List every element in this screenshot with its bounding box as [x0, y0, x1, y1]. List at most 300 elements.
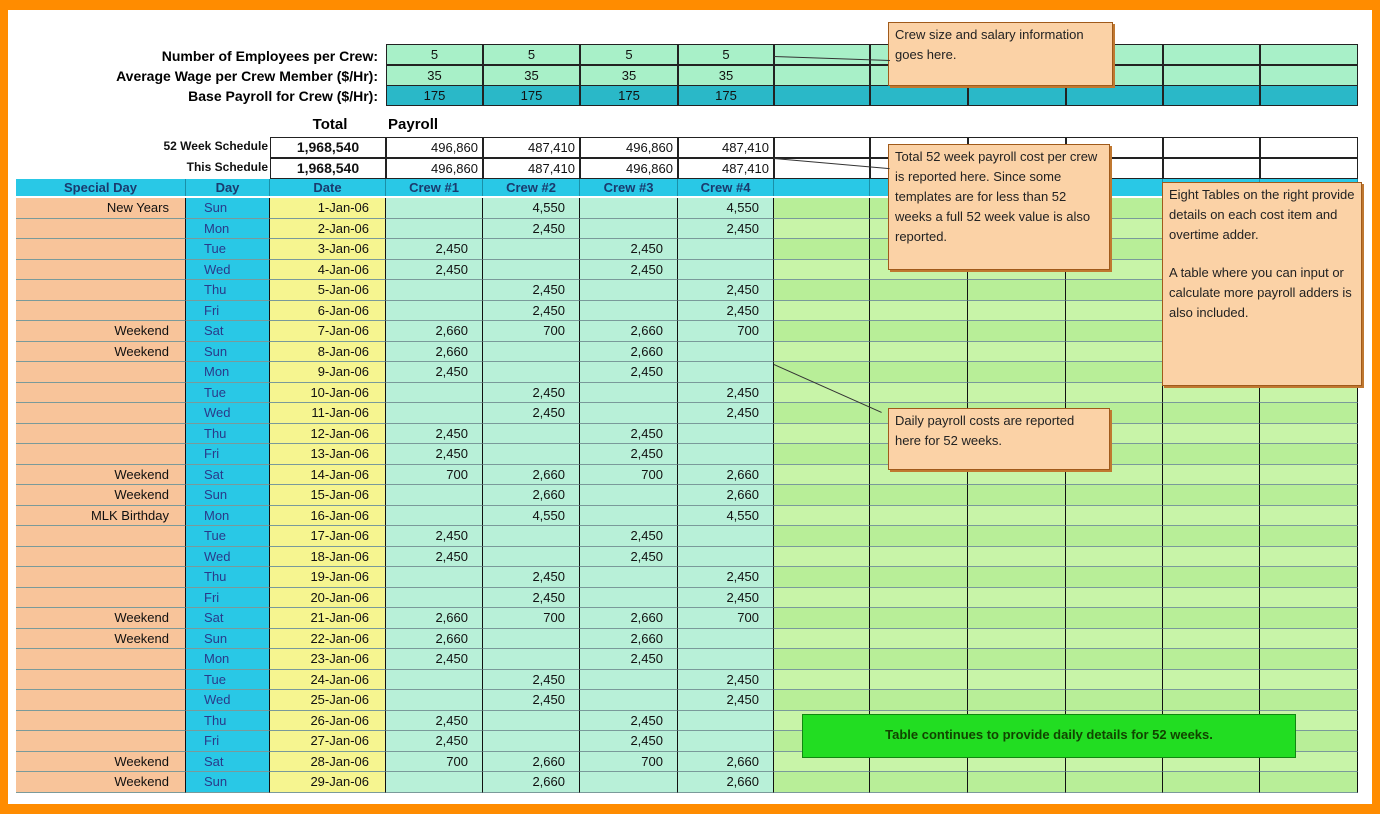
crew3-cell[interactable]: 700	[580, 752, 678, 772]
crew3-cell[interactable]: 2,450	[580, 731, 678, 752]
crew2-cell[interactable]: 2,450	[483, 383, 580, 403]
crew2-cell[interactable]: 2,450	[483, 690, 580, 711]
extra-table-cell[interactable]	[968, 383, 1066, 403]
extra-table-cell[interactable]	[1066, 649, 1163, 670]
summary-crew-cell[interactable]: 496,860	[386, 137, 483, 158]
date-cell[interactable]: 16-Jan-06	[270, 506, 386, 526]
extra-table-cell[interactable]	[1260, 567, 1358, 588]
summary-empty-cell[interactable]	[1163, 137, 1260, 158]
day-cell[interactable]: Tue	[186, 526, 270, 547]
extra-table-cell[interactable]	[774, 444, 870, 465]
day-cell[interactable]: Thu	[186, 280, 270, 301]
extra-table-cell[interactable]	[1066, 506, 1163, 526]
summary-crew-cell[interactable]: 487,410	[483, 158, 580, 179]
extra-table-cell[interactable]	[968, 362, 1066, 383]
crew4-cell[interactable]: 2,450	[678, 383, 774, 403]
extra-table-cell[interactable]	[870, 567, 968, 588]
extra-table-cell[interactable]	[774, 506, 870, 526]
extra-table-cell[interactable]	[774, 321, 870, 342]
crew1-cell[interactable]: 2,450	[386, 731, 483, 752]
date-cell[interactable]: 7-Jan-06	[270, 321, 386, 342]
extra-table-cell[interactable]	[1260, 526, 1358, 547]
crew1-cell[interactable]	[386, 485, 483, 506]
extra-table-cell[interactable]	[774, 403, 870, 424]
date-cell[interactable]: 4-Jan-06	[270, 260, 386, 280]
special-day-cell[interactable]	[16, 731, 186, 752]
crew3-cell[interactable]	[580, 690, 678, 711]
summary-crew-cell[interactable]: 496,860	[580, 158, 678, 179]
extra-table-cell[interactable]	[870, 280, 968, 301]
extra-table-cell[interactable]	[870, 526, 968, 547]
crew3-cell[interactable]: 2,660	[580, 342, 678, 362]
extra-table-cell[interactable]	[1163, 526, 1260, 547]
special-day-cell[interactable]: New Years	[16, 198, 186, 219]
extra-table-cell[interactable]	[774, 424, 870, 444]
crew2-cell[interactable]: 2,450	[483, 567, 580, 588]
crew4-cell[interactable]	[678, 547, 774, 567]
day-cell[interactable]: Sun	[186, 485, 270, 506]
extra-table-cell[interactable]	[968, 772, 1066, 793]
extra-table-cell[interactable]	[1163, 567, 1260, 588]
crew2-cell[interactable]: 700	[483, 321, 580, 342]
crew1-cell[interactable]: 2,660	[386, 608, 483, 629]
crew4-cell[interactable]: 2,450	[678, 670, 774, 690]
extra-table-cell[interactable]	[774, 547, 870, 567]
crew3-cell[interactable]: 2,450	[580, 424, 678, 444]
crew4-cell[interactable]: 2,450	[678, 588, 774, 608]
crew3-cell[interactable]	[580, 670, 678, 690]
crew2-cell[interactable]: 2,660	[483, 485, 580, 506]
extra-table-cell[interactable]	[774, 260, 870, 280]
crew4-cell[interactable]	[678, 260, 774, 280]
param-empty-cell[interactable]	[968, 85, 1066, 106]
extra-table-cell[interactable]	[774, 649, 870, 670]
day-cell[interactable]: Wed	[186, 403, 270, 424]
extra-table-cell[interactable]	[1066, 342, 1163, 362]
extra-table-cell[interactable]	[1260, 649, 1358, 670]
extra-table-cell[interactable]	[968, 506, 1066, 526]
extra-table-cell[interactable]	[1260, 772, 1358, 793]
crew2-cell[interactable]	[483, 424, 580, 444]
day-cell[interactable]: Fri	[186, 444, 270, 465]
param-empty-cell[interactable]	[774, 44, 870, 65]
extra-table-cell[interactable]	[870, 506, 968, 526]
day-cell[interactable]: Thu	[186, 711, 270, 731]
extra-table-cell[interactable]	[1260, 690, 1358, 711]
date-cell[interactable]: 28-Jan-06	[270, 752, 386, 772]
extra-table-cell[interactable]	[774, 280, 870, 301]
special-day-cell[interactable]	[16, 567, 186, 588]
date-cell[interactable]: 1-Jan-06	[270, 198, 386, 219]
extra-table-cell[interactable]	[1260, 383, 1358, 403]
date-cell[interactable]: 13-Jan-06	[270, 444, 386, 465]
date-cell[interactable]: 22-Jan-06	[270, 629, 386, 649]
extra-table-cell[interactable]	[1260, 465, 1358, 485]
extra-table-cell[interactable]	[774, 219, 870, 239]
extra-table-cell[interactable]	[1260, 629, 1358, 649]
special-day-cell[interactable]	[16, 690, 186, 711]
crew2-cell[interactable]: 2,450	[483, 588, 580, 608]
crew3-cell[interactable]	[580, 506, 678, 526]
day-cell[interactable]: Wed	[186, 547, 270, 567]
param-empty-cell[interactable]	[774, 85, 870, 106]
crew1-cell[interactable]	[386, 198, 483, 219]
day-cell[interactable]: Mon	[186, 219, 270, 239]
crew3-cell[interactable]	[580, 403, 678, 424]
day-cell[interactable]: Tue	[186, 239, 270, 260]
crew1-cell[interactable]: 2,450	[386, 649, 483, 670]
special-day-cell[interactable]	[16, 280, 186, 301]
summary-crew-cell[interactable]: 487,410	[678, 158, 774, 179]
crew3-cell[interactable]: 2,450	[580, 239, 678, 260]
crew4-cell[interactable]	[678, 239, 774, 260]
crew4-cell[interactable]: 2,660	[678, 465, 774, 485]
extra-table-cell[interactable]	[870, 588, 968, 608]
day-cell[interactable]: Sat	[186, 465, 270, 485]
param-cell[interactable]: 35	[483, 65, 580, 86]
crew1-cell[interactable]: 2,450	[386, 362, 483, 383]
crew4-cell[interactable]: 2,660	[678, 772, 774, 793]
special-day-cell[interactable]	[16, 383, 186, 403]
crew1-cell[interactable]: 2,450	[386, 526, 483, 547]
crew3-cell[interactable]: 2,450	[580, 362, 678, 383]
crew1-cell[interactable]	[386, 280, 483, 301]
special-day-cell[interactable]	[16, 711, 186, 731]
crew2-cell[interactable]	[483, 444, 580, 465]
param-cell[interactable]: 5	[386, 44, 483, 65]
day-cell[interactable]: Tue	[186, 383, 270, 403]
special-day-cell[interactable]	[16, 444, 186, 465]
extra-table-cell[interactable]	[1066, 567, 1163, 588]
crew2-cell[interactable]: 2,660	[483, 465, 580, 485]
crew4-cell[interactable]: 4,550	[678, 506, 774, 526]
summary-crew-cell[interactable]: 487,410	[678, 137, 774, 158]
day-cell[interactable]: Wed	[186, 260, 270, 280]
param-empty-cell[interactable]	[1163, 65, 1260, 86]
day-cell[interactable]: Sat	[186, 752, 270, 772]
special-day-cell[interactable]: Weekend	[16, 772, 186, 793]
extra-table-cell[interactable]	[870, 649, 968, 670]
crew3-cell[interactable]	[580, 219, 678, 239]
extra-table-cell[interactable]	[1066, 485, 1163, 506]
date-cell[interactable]: 11-Jan-06	[270, 403, 386, 424]
crew3-cell[interactable]: 2,660	[580, 629, 678, 649]
extra-table-cell[interactable]	[870, 383, 968, 403]
param-cell[interactable]: 175	[483, 85, 580, 106]
crew1-cell[interactable]: 2,450	[386, 239, 483, 260]
crew4-cell[interactable]: 2,660	[678, 752, 774, 772]
extra-table-cell[interactable]	[774, 362, 870, 383]
param-cell[interactable]: 5	[483, 44, 580, 65]
crew2-cell[interactable]	[483, 629, 580, 649]
extra-table-cell[interactable]	[1163, 485, 1260, 506]
date-cell[interactable]: 12-Jan-06	[270, 424, 386, 444]
crew3-cell[interactable]: 2,660	[580, 321, 678, 342]
param-cell[interactable]: 5	[580, 44, 678, 65]
summary-crew-cell[interactable]: 496,860	[386, 158, 483, 179]
crew2-cell[interactable]	[483, 547, 580, 567]
crew2-cell[interactable]: 2,450	[483, 403, 580, 424]
date-cell[interactable]: 5-Jan-06	[270, 280, 386, 301]
crew1-cell[interactable]	[386, 506, 483, 526]
extra-table-cell[interactable]	[968, 690, 1066, 711]
day-cell[interactable]: Thu	[186, 424, 270, 444]
extra-table-cell[interactable]	[968, 321, 1066, 342]
crew1-cell[interactable]: 2,450	[386, 424, 483, 444]
crew4-cell[interactable]: 2,450	[678, 280, 774, 301]
special-day-cell[interactable]: MLK Birthday	[16, 506, 186, 526]
crew2-cell[interactable]: 2,660	[483, 752, 580, 772]
extra-table-cell[interactable]	[774, 526, 870, 547]
date-cell[interactable]: 15-Jan-06	[270, 485, 386, 506]
summary-crew-cell[interactable]: 487,410	[483, 137, 580, 158]
crew3-cell[interactable]: 2,450	[580, 260, 678, 280]
day-cell[interactable]: Sat	[186, 321, 270, 342]
extra-table-cell[interactable]	[774, 301, 870, 321]
extra-table-cell[interactable]	[1163, 506, 1260, 526]
special-day-cell[interactable]: Weekend	[16, 321, 186, 342]
crew4-cell[interactable]: 700	[678, 321, 774, 342]
extra-table-cell[interactable]	[870, 301, 968, 321]
special-day-cell[interactable]: Weekend	[16, 629, 186, 649]
crew2-cell[interactable]	[483, 526, 580, 547]
date-cell[interactable]: 9-Jan-06	[270, 362, 386, 383]
extra-table-cell[interactable]	[1260, 588, 1358, 608]
date-cell[interactable]: 20-Jan-06	[270, 588, 386, 608]
extra-table-cell[interactable]	[1066, 772, 1163, 793]
extra-table-cell[interactable]	[968, 301, 1066, 321]
day-cell[interactable]: Fri	[186, 731, 270, 752]
extra-table-cell[interactable]	[1163, 465, 1260, 485]
crew4-cell[interactable]: 4,550	[678, 198, 774, 219]
extra-table-cell[interactable]	[870, 608, 968, 629]
extra-table-cell[interactable]	[1066, 280, 1163, 301]
extra-table-cell[interactable]	[774, 690, 870, 711]
crew1-cell[interactable]: 2,660	[386, 629, 483, 649]
crew2-cell[interactable]	[483, 239, 580, 260]
special-day-cell[interactable]	[16, 239, 186, 260]
summary-empty-cell[interactable]	[1260, 158, 1358, 179]
crew2-cell[interactable]: 4,550	[483, 506, 580, 526]
crew2-cell[interactable]: 4,550	[483, 198, 580, 219]
day-cell[interactable]: Tue	[186, 670, 270, 690]
extra-table-cell[interactable]	[1260, 547, 1358, 567]
crew3-cell[interactable]	[580, 198, 678, 219]
extra-table-cell[interactable]	[774, 629, 870, 649]
param-cell[interactable]: 35	[580, 65, 678, 86]
extra-table-cell[interactable]	[1163, 588, 1260, 608]
extra-table-cell[interactable]	[968, 547, 1066, 567]
day-cell[interactable]: Sun	[186, 629, 270, 649]
day-cell[interactable]: Sun	[186, 772, 270, 793]
param-empty-cell[interactable]	[1163, 85, 1260, 106]
crew1-cell[interactable]	[386, 301, 483, 321]
param-empty-cell[interactable]	[1066, 85, 1163, 106]
day-cell[interactable]: Fri	[186, 301, 270, 321]
crew1-cell[interactable]: 2,450	[386, 711, 483, 731]
extra-table-cell[interactable]	[774, 239, 870, 260]
crew1-cell[interactable]: 2,660	[386, 342, 483, 362]
param-empty-cell[interactable]	[774, 65, 870, 86]
date-cell[interactable]: 2-Jan-06	[270, 219, 386, 239]
crew1-cell[interactable]	[386, 567, 483, 588]
summary-empty-cell[interactable]	[774, 137, 870, 158]
date-cell[interactable]: 29-Jan-06	[270, 772, 386, 793]
param-cell[interactable]: 35	[386, 65, 483, 86]
extra-table-cell[interactable]	[1066, 588, 1163, 608]
crew3-cell[interactable]	[580, 383, 678, 403]
crew2-cell[interactable]	[483, 731, 580, 752]
crew3-cell[interactable]	[580, 485, 678, 506]
crew3-cell[interactable]	[580, 280, 678, 301]
day-cell[interactable]: Sun	[186, 342, 270, 362]
crew4-cell[interactable]	[678, 711, 774, 731]
extra-table-cell[interactable]	[870, 362, 968, 383]
extra-table-cell[interactable]	[1260, 506, 1358, 526]
extra-table-cell[interactable]	[870, 321, 968, 342]
special-day-cell[interactable]	[16, 403, 186, 424]
crew4-cell[interactable]	[678, 362, 774, 383]
extra-table-cell[interactable]	[1066, 608, 1163, 629]
extra-table-cell[interactable]	[870, 690, 968, 711]
extra-table-cell[interactable]	[774, 588, 870, 608]
crew4-cell[interactable]: 2,660	[678, 485, 774, 506]
summary-total-cell[interactable]: 1,968,540	[270, 158, 386, 179]
date-cell[interactable]: 17-Jan-06	[270, 526, 386, 547]
special-day-cell[interactable]	[16, 547, 186, 567]
crew1-cell[interactable]	[386, 670, 483, 690]
crew4-cell[interactable]	[678, 629, 774, 649]
date-cell[interactable]: 18-Jan-06	[270, 547, 386, 567]
crew1-cell[interactable]	[386, 219, 483, 239]
extra-table-cell[interactable]	[870, 485, 968, 506]
summary-empty-cell[interactable]	[1260, 137, 1358, 158]
summary-empty-cell[interactable]	[1163, 158, 1260, 179]
extra-table-cell[interactable]	[1163, 444, 1260, 465]
day-cell[interactable]: Mon	[186, 362, 270, 383]
special-day-cell[interactable]: Weekend	[16, 342, 186, 362]
special-day-cell[interactable]: Weekend	[16, 608, 186, 629]
special-day-cell[interactable]	[16, 219, 186, 239]
summary-empty-cell[interactable]	[774, 158, 870, 179]
crew3-cell[interactable]	[580, 772, 678, 793]
param-empty-cell[interactable]	[1260, 44, 1358, 65]
extra-table-cell[interactable]	[1066, 629, 1163, 649]
crew4-cell[interactable]	[678, 649, 774, 670]
extra-table-cell[interactable]	[1066, 301, 1163, 321]
extra-table-cell[interactable]	[1260, 403, 1358, 424]
extra-table-cell[interactable]	[1260, 485, 1358, 506]
date-cell[interactable]: 24-Jan-06	[270, 670, 386, 690]
extra-table-cell[interactable]	[1163, 772, 1260, 793]
date-cell[interactable]: 23-Jan-06	[270, 649, 386, 670]
extra-table-cell[interactable]	[774, 567, 870, 588]
extra-table-cell[interactable]	[968, 649, 1066, 670]
crew2-cell[interactable]	[483, 362, 580, 383]
crew2-cell[interactable]: 2,450	[483, 670, 580, 690]
crew2-cell[interactable]: 2,450	[483, 280, 580, 301]
day-cell[interactable]: Wed	[186, 690, 270, 711]
extra-table-cell[interactable]	[774, 485, 870, 506]
crew4-cell[interactable]	[678, 342, 774, 362]
special-day-cell[interactable]	[16, 260, 186, 280]
param-cell[interactable]: 175	[678, 85, 774, 106]
crew3-cell[interactable]: 700	[580, 465, 678, 485]
extra-table-cell[interactable]	[968, 342, 1066, 362]
crew3-cell[interactable]	[580, 301, 678, 321]
summary-total-cell[interactable]: 1,968,540	[270, 137, 386, 158]
special-day-cell[interactable]	[16, 424, 186, 444]
crew4-cell[interactable]: 700	[678, 608, 774, 629]
extra-table-cell[interactable]	[870, 547, 968, 567]
crew1-cell[interactable]	[386, 588, 483, 608]
extra-table-cell[interactable]	[1066, 383, 1163, 403]
crew2-cell[interactable]: 700	[483, 608, 580, 629]
crew1-cell[interactable]: 700	[386, 752, 483, 772]
param-empty-cell[interactable]	[1163, 44, 1260, 65]
crew2-cell[interactable]: 2,660	[483, 772, 580, 793]
crew2-cell[interactable]	[483, 649, 580, 670]
crew2-cell[interactable]: 2,450	[483, 219, 580, 239]
special-day-cell[interactable]: Weekend	[16, 752, 186, 772]
extra-table-cell[interactable]	[1260, 424, 1358, 444]
crew3-cell[interactable]: 2,450	[580, 649, 678, 670]
param-cell[interactable]: 175	[580, 85, 678, 106]
special-day-cell[interactable]	[16, 362, 186, 383]
extra-table-cell[interactable]	[1066, 670, 1163, 690]
date-cell[interactable]: 19-Jan-06	[270, 567, 386, 588]
extra-table-cell[interactable]	[1066, 526, 1163, 547]
extra-table-cell[interactable]	[774, 670, 870, 690]
crew1-cell[interactable]	[386, 383, 483, 403]
crew1-cell[interactable]: 700	[386, 465, 483, 485]
date-cell[interactable]: 3-Jan-06	[270, 239, 386, 260]
crew4-cell[interactable]	[678, 444, 774, 465]
extra-table-cell[interactable]	[1066, 362, 1163, 383]
extra-table-cell[interactable]	[774, 772, 870, 793]
extra-table-cell[interactable]	[1066, 690, 1163, 711]
crew4-cell[interactable]: 2,450	[678, 690, 774, 711]
extra-table-cell[interactable]	[968, 485, 1066, 506]
special-day-cell[interactable]	[16, 301, 186, 321]
special-day-cell[interactable]: Weekend	[16, 485, 186, 506]
crew1-cell[interactable]: 2,450	[386, 260, 483, 280]
crew1-cell[interactable]	[386, 690, 483, 711]
extra-table-cell[interactable]	[1163, 403, 1260, 424]
crew3-cell[interactable]: 2,450	[580, 444, 678, 465]
extra-table-cell[interactable]	[1163, 690, 1260, 711]
date-cell[interactable]: 14-Jan-06	[270, 465, 386, 485]
crew3-cell[interactable]	[580, 588, 678, 608]
date-cell[interactable]: 6-Jan-06	[270, 301, 386, 321]
extra-table-cell[interactable]	[968, 670, 1066, 690]
special-day-cell[interactable]	[16, 526, 186, 547]
extra-table-cell[interactable]	[1163, 608, 1260, 629]
crew1-cell[interactable]: 2,450	[386, 547, 483, 567]
crew3-cell[interactable]: 2,450	[580, 547, 678, 567]
extra-table-cell[interactable]	[968, 526, 1066, 547]
crew1-cell[interactable]	[386, 772, 483, 793]
extra-table-cell[interactable]	[870, 670, 968, 690]
param-empty-cell[interactable]	[870, 85, 968, 106]
special-day-cell[interactable]	[16, 670, 186, 690]
crew3-cell[interactable]: 2,450	[580, 526, 678, 547]
summary-crew-cell[interactable]: 496,860	[580, 137, 678, 158]
crew2-cell[interactable]: 2,450	[483, 301, 580, 321]
extra-table-cell[interactable]	[1163, 383, 1260, 403]
extra-table-cell[interactable]	[968, 567, 1066, 588]
date-cell[interactable]: 10-Jan-06	[270, 383, 386, 403]
